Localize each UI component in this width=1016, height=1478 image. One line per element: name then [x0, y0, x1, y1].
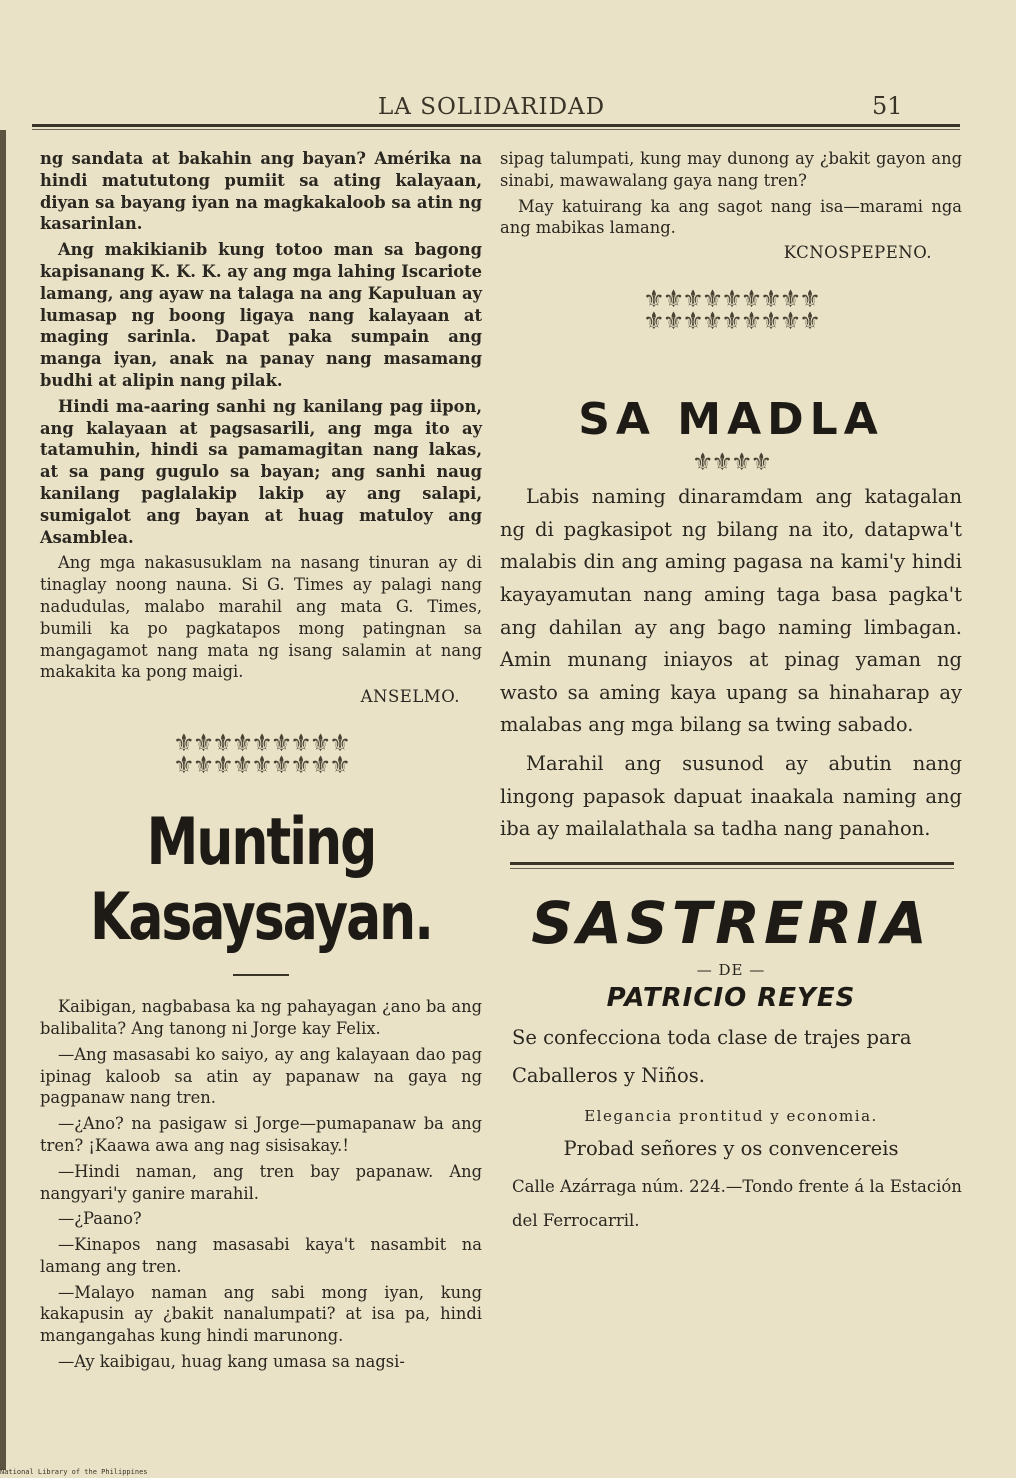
fleuron-ornament-icon: ⚜⚜⚜⚜⚜⚜⚜⚜⚜: [173, 729, 349, 758]
story-paragraph: —Malayo naman ang sabi mong iyan, kung kakapusin ay ¿bakit nanalumpati? at isa pa, hindi mangangahas kung hindi marunong.: [40, 1282, 482, 1346]
article-paragraph: Ang mga nakasusuklam na nasang tinuran ay di tinaglay noong nauna. Si G. Times ay palagi nang nadudulas, malabo marahil ang mata G. Times, bumili ka po pagkatapos mong patingnan sa mangagamot nang mata ng isang salamin at nang makakita ka pong maigi.: [40, 553, 482, 682]
article-paragraph: Hindi ma-aaring sanhi ng kanilang pag iipon, ang kalayaan at pagsasarili, ang mga ito ay tatamuhin, hindi sa pamamagitan nang lakas, at sa pang gugulo sa bayan; ang sanhi naug kanilang paglalakip lakip ay ang salapi, sumigalot ang bayan at huag matuloy ang Asamblea.: [40, 396, 482, 547]
masthead-title: LA SOLIDARIDAD: [378, 94, 606, 120]
fleuron-ornament-icon: ⚜⚜⚜⚜: [691, 448, 771, 477]
library-credit: National Library of the Philippines: [0, 1468, 148, 1476]
story-paragraph: —Hindi naman, ang tren bay papanaw. Ang nangyari'y ganire marahil.: [40, 1161, 482, 1203]
story-paragraph: —Kinapos nang masasabi kaya't nasambit na lamang ang tren.: [40, 1235, 482, 1276]
right-column: [500, 148, 962, 1238]
fleuron-ornament-icon: ⚜⚜⚜⚜⚜⚜⚜⚜⚜: [643, 285, 819, 314]
page-number: 51: [872, 92, 903, 120]
section-rule-thin: [510, 868, 954, 869]
ad-de: — DE —: [696, 960, 766, 979]
article-paragraph: Ang makikianib kung totoo man sa bagong kapisanang K. K. K. ay ang mga lahing Iscariote lamang, ang ayaw na talaga na ang Kapuluan ay lumasap ng boong ligaya nang kalayaan at maging sarinla. Dapat paka sumpain ang manga iyan, anak na panay nang masamang budhi at alipin nang pilak.: [40, 240, 482, 390]
notice-headline: SA MADLA: [578, 394, 884, 446]
headline-dash: [233, 974, 289, 976]
ad-address: Calle Azárraga núm. 224.—Tondo frente á la Estación del Ferrocarril.: [512, 1176, 962, 1230]
story-paragraph: Kaibigan, nagbabasa ka ng pahayagan ¿ano ba ang balibalita? Ang tanong ni Jorge kay Felix.: [40, 997, 482, 1038]
ad-text: Se confecciona toda clase de trajes para Caballeros y Niños.: [512, 1025, 912, 1087]
advertisement: [500, 889, 962, 1238]
ad-proprietor: PATRICIO REYES: [606, 982, 856, 1013]
story-body: [40, 996, 482, 1373]
section-rule: [510, 862, 954, 865]
article-paragraph: ng sandata at bakahin ang bayan? Amérika na hindi matututong pumiit sa ating kalayaan, diyan sa bayang iyan na magkakaloob sa atin ng kasarinlan.: [40, 149, 482, 234]
header-rule: [32, 124, 960, 127]
story-paragraph: —¿Paano?: [58, 1209, 142, 1229]
header-rule-thin: [32, 129, 960, 130]
ornament-block: [500, 285, 962, 336]
page-edge: [0, 130, 6, 1470]
notice-paragraph: Marahil ang susunod ay abutin nang lingong papasok dapuat inaakala naming ang iba ay mailalathala sa tadha nang panahon.: [500, 751, 962, 841]
notice-paragraph: Labis naming dinaramdam ang katagalan ng di pagkasipot ng bilang na ito, datapwa't malabis din ang aming pagasa na kami'y hindi kayayamutan nang aming taga basa pagka't ang dahilan ay ang bago naming limbagan. Amin munang iniayos at pinag yaman ng wasto sa aming kaya upang sa hinaharap ay malabas ang mga bilang sa twing sabado.: [500, 485, 962, 737]
article-paragraph: May katuirang ka ang sagot nang isa—marami nga ang mabikas lamang.: [500, 196, 962, 238]
ad-text: Probad señores y os convencereis: [563, 1136, 899, 1160]
fleuron-ornament-icon: ⚜⚜⚜⚜⚜⚜⚜⚜⚜: [173, 751, 349, 780]
ornament-block: [40, 729, 482, 780]
ad-title: SASTRERIA: [531, 888, 931, 957]
ad-slogan: Elegancia prontitud y economia.: [584, 1106, 878, 1125]
article-signature: ANSELMO.: [360, 687, 460, 707]
fleuron-ornament-icon: ⚜⚜⚜⚜⚜⚜⚜⚜⚜: [643, 307, 819, 336]
story-paragraph: —Ay kaibigau, huag kang umasa sa nagsi-: [58, 1352, 405, 1372]
story-paragraph: —Ang masasabi ko saiyo, ay ang kalayaan dao pag ipinag kaloob sa atin ay papanaw na gaya ng pagpanaw nang tren.: [40, 1044, 482, 1108]
article-signature: KCNOSPEPENO.: [783, 243, 932, 263]
story-headline: Munting Kasaysayan.: [90, 805, 432, 956]
left-column: [40, 148, 482, 1377]
article-paragraph: sipag talumpati, kung may dunong ay ¿bakit gayon ang sinabi, mawawalang gaya nang tren?: [500, 149, 962, 190]
story-paragraph: —¿Ano? na pasigaw si Jorge—pumapanaw ba ang tren? ¡Kaawa awa ang nag sisisakay.!: [40, 1114, 482, 1155]
